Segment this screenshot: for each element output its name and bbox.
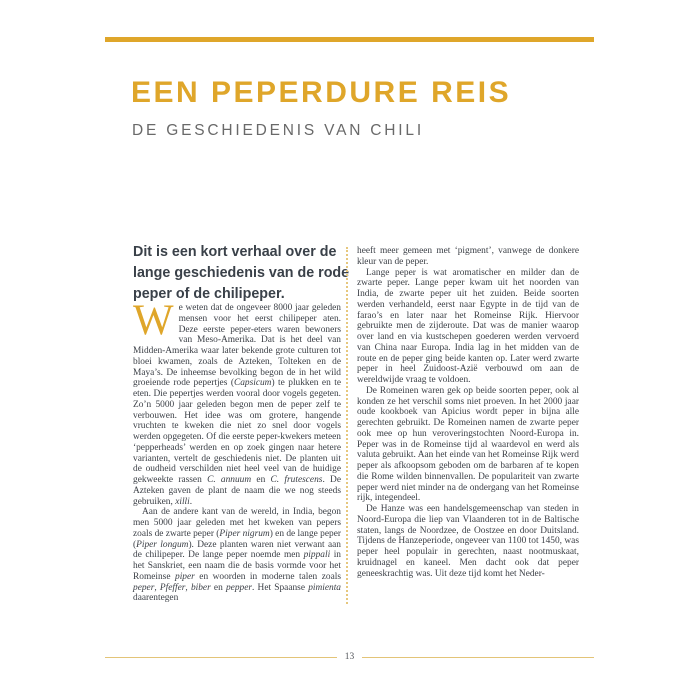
- body-paragraph: Aan de andere kant van de wereld, in India, begon men 5000 jaar geleden met het kweken van pepers zoals de zwarte peper (Piper nigrum) en de lange peper (Piper longum). Deze planten waren niet verwant aan de chilipeper. De lange peper noemde men pippali in het Sanskriet, een naam die de basis vormde voor het Romeinse piper en woorden in moderne talen zoals peper, Pfeffer, biber en pepper. Het Spaanse pimienta daarentegen: [133, 507, 342, 604]
- body-paragraph: [133, 297, 341, 507]
- body-paragraph: heeft meer gemeen met ‘pigment’, vanwege de donkere kleur van de peper.: [357, 246, 579, 267]
- drop-cap: W: [133, 297, 174, 344]
- column-divider-rule: [346, 247, 348, 604]
- footer-rule-right: [362, 657, 594, 658]
- body-paragraph: De Hanze was een handelsgemeenschap van steden in Noord-Europa die liep van Vlaanderen tot in de Baltische staten, langs de Noordzee, de Oostzee en door Duitsland. Tijdens de Hanzeperiode, ongeveer van 1100 tot 1450, was peper heel populair in gerechten, naast nootmuskaat, kruidnagel en kaneel. Men dacht ook dat peper geneeskrachtig was. Uit deze tijd komt het Neder-: [357, 504, 579, 579]
- page-title: EEN PEPERDURE REIS: [131, 76, 512, 109]
- intro-paragraph: Dit is een kort verhaal over de lange geschiedenis van de rode peper of de chilipeper.: [133, 244, 350, 302]
- body-paragraph: Lange peper is wat aromatischer en milder dan de zwarte peper. Lange peper kwam uit het noorden van India, de zwarte peper uit het zuiden. Beide soorten werden verhandeld, eerst naar Egypte in de tijd van de farao’s en later naar het Romeinse Rijk. Hiervoor gebruikte men de zijderoute. Dat was de manier waarop over land en via kustschepen goederen werden vervoerd van China naar Europa. India lag in het midden van de route en de peper ging beide kanten op. Later werd zwarte peper in heel Zuidoost-Azië verbouwd om aan de wereldwijde vraag te voldoen.: [357, 267, 579, 385]
- footer-rule-left: [105, 657, 337, 658]
- left-column: [133, 297, 342, 604]
- page-number: 13: [344, 652, 355, 662]
- paragraph-text: e weten dat de ongeveer 8000 jaar geleden mensen voor het eerst chilipeper aten. Deze eerste peper-eters waren bewoners van Meso-Amerika. Dat is het deel van Midden-Amerika waar later bekende grote culturen tot bloei kwamen, zoals de Azteken, Tolteken en de Maya’s. De inheemse bevolking begon de in het wild groeiende rode pepertjes (Capsicum) te plukken en te eten. Die pepertjes werden vooral door vogels gegeten. Zo’n 5000 jaar geleden begon men de peper zelf te verbouwen. Het idee was om grotere, hangende vruchten te kweken die niet zo snel door vogels werden opgegeten. Of die eerste peper-kwekers meteen ‘pepperheads’ werden en op zoek gingen naar hetere varianten, vertelt de geschiedenis niet. De planten uit de oudheid verschilden niet heel veel van de huidige gekweekte rassen C. annuum en C. frutescens. De Azteken gaven de plant de naam die we nog steeds gebruiken, xilli.: [133, 303, 341, 507]
- page-subtitle: DE GESCHIEDENIS VAN CHILI: [132, 122, 424, 139]
- body-paragraph: De Romeinen waren gek op beide soorten peper, ook al konden ze het verschil soms niet proeven. In het 2000 jaar oude kookboek van Apicius wordt peper in bijna alle gerechten gebruikt. De Romeinen namen de zwarte peper ook mee op hun veroveringstochten Noord-Europa in. Peper was in de Romeinse tijd al waardevol en werd als valuta gebruikt. Aan het einde van het Romeinse Rijk werd peper als afkoopsom geboden om de barbaren af te kopen die Rome wilden binnenvallen. De populariteit van zwarte peper werd niet minder na de ondergang van het Romeinse rijk, integendeel.: [357, 385, 579, 504]
- top-accent-rule: [105, 37, 594, 42]
- page-footer: [105, 652, 594, 662]
- right-column: [357, 246, 579, 579]
